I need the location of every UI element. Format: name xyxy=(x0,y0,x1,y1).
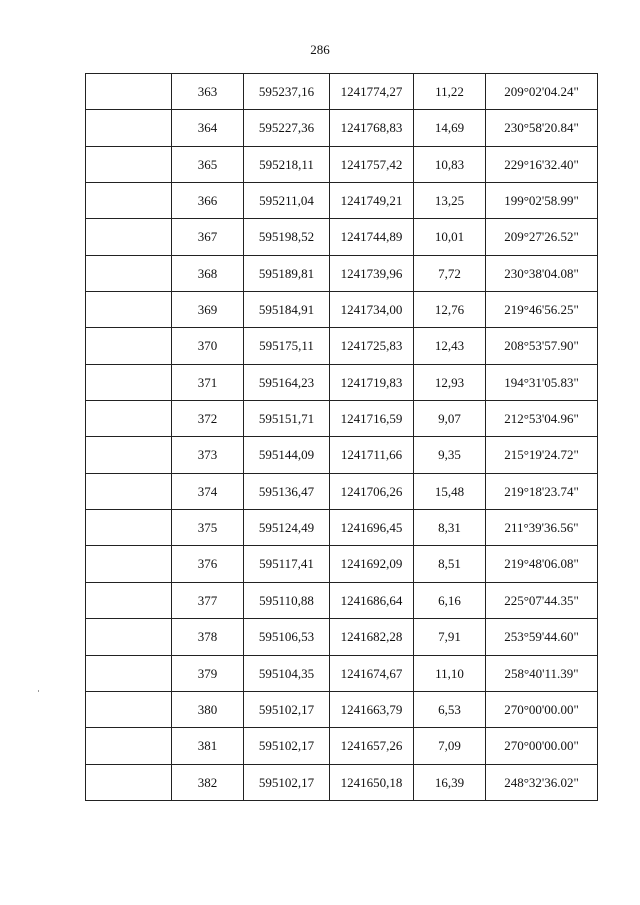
point-number-cell: 368 xyxy=(172,255,244,291)
blank-cell xyxy=(86,401,172,437)
point-number-cell: 374 xyxy=(172,473,244,509)
direction-angle-cell: 212°53'04.96" xyxy=(486,401,598,437)
x-coordinate-cell: 595106,53 xyxy=(244,619,330,655)
point-number-cell: 365 xyxy=(172,146,244,182)
table-row xyxy=(86,619,598,655)
x-coordinate-cell: 595102,17 xyxy=(244,728,330,764)
blank-cell xyxy=(86,510,172,546)
y-coordinate-cell: 1241716,59 xyxy=(330,401,414,437)
direction-angle-cell: 230°58'20.84" xyxy=(486,110,598,146)
direction-angle-cell: 219°18'23.74" xyxy=(486,473,598,509)
x-coordinate-cell: 595151,71 xyxy=(244,401,330,437)
distance-cell: 16,39 xyxy=(414,764,486,800)
distance-cell: 10,83 xyxy=(414,146,486,182)
table-row xyxy=(86,764,598,800)
point-number-cell: 378 xyxy=(172,619,244,655)
x-coordinate-cell: 595124,49 xyxy=(244,510,330,546)
distance-cell: 7,09 xyxy=(414,728,486,764)
y-coordinate-cell: 1241657,26 xyxy=(330,728,414,764)
distance-cell: 15,48 xyxy=(414,473,486,509)
point-number-cell: 373 xyxy=(172,437,244,473)
point-number-cell: 379 xyxy=(172,655,244,691)
point-number-cell: 364 xyxy=(172,110,244,146)
x-coordinate-cell: 595189,81 xyxy=(244,255,330,291)
blank-cell xyxy=(86,219,172,255)
point-number-cell: 377 xyxy=(172,582,244,618)
direction-angle-cell: 208°53'57.90" xyxy=(486,328,598,364)
y-coordinate-cell: 1241692,09 xyxy=(330,546,414,582)
blank-cell xyxy=(86,146,172,182)
x-coordinate-cell: 595110,88 xyxy=(244,582,330,618)
point-number-cell: 370 xyxy=(172,328,244,364)
x-coordinate-cell: 595164,23 xyxy=(244,364,330,400)
blank-cell xyxy=(86,364,172,400)
y-coordinate-cell: 1241734,00 xyxy=(330,292,414,328)
table-row xyxy=(86,655,598,691)
distance-cell: 10,01 xyxy=(414,219,486,255)
table-row xyxy=(86,401,598,437)
point-number-cell: 382 xyxy=(172,764,244,800)
blank-cell xyxy=(86,110,172,146)
y-coordinate-cell: 1241711,66 xyxy=(330,437,414,473)
x-coordinate-cell: 595136,47 xyxy=(244,473,330,509)
blank-cell xyxy=(86,655,172,691)
table-row xyxy=(86,546,598,582)
x-coordinate-cell: 595175,11 xyxy=(244,328,330,364)
distance-cell: 8,31 xyxy=(414,510,486,546)
direction-angle-cell: 270°00'00.00" xyxy=(486,728,598,764)
direction-angle-cell: 270°00'00.00" xyxy=(486,691,598,727)
point-number-cell: 376 xyxy=(172,546,244,582)
y-coordinate-cell: 1241757,42 xyxy=(330,146,414,182)
direction-angle-cell: 248°32'36.02" xyxy=(486,764,598,800)
blank-cell xyxy=(86,691,172,727)
y-coordinate-cell: 1241663,79 xyxy=(330,691,414,727)
x-coordinate-cell: 595237,16 xyxy=(244,74,330,110)
x-coordinate-cell: 595218,11 xyxy=(244,146,330,182)
table-row xyxy=(86,74,598,110)
point-number-cell: 375 xyxy=(172,510,244,546)
direction-angle-cell: 209°27'26.52" xyxy=(486,219,598,255)
y-coordinate-cell: 1241725,83 xyxy=(330,328,414,364)
blank-cell xyxy=(86,473,172,509)
point-number-cell: 363 xyxy=(172,74,244,110)
blank-cell xyxy=(86,619,172,655)
y-coordinate-cell: 1241696,45 xyxy=(330,510,414,546)
table-row xyxy=(86,183,598,219)
margin-speck xyxy=(38,690,39,692)
table-row xyxy=(86,146,598,182)
distance-cell: 8,51 xyxy=(414,546,486,582)
table-row xyxy=(86,691,598,727)
table-row xyxy=(86,219,598,255)
distance-cell: 7,91 xyxy=(414,619,486,655)
table-row xyxy=(86,510,598,546)
table-row xyxy=(86,364,598,400)
point-number-cell: 366 xyxy=(172,183,244,219)
distance-cell: 12,43 xyxy=(414,328,486,364)
x-coordinate-cell: 595211,04 xyxy=(244,183,330,219)
direction-angle-cell: 230°38'04.08" xyxy=(486,255,598,291)
table-row xyxy=(86,255,598,291)
blank-cell xyxy=(86,183,172,219)
distance-cell: 14,69 xyxy=(414,110,486,146)
y-coordinate-cell: 1241744,89 xyxy=(330,219,414,255)
x-coordinate-cell: 595104,35 xyxy=(244,655,330,691)
direction-angle-cell: 199°02'58.99" xyxy=(486,183,598,219)
blank-cell xyxy=(86,582,172,618)
distance-cell: 6,53 xyxy=(414,691,486,727)
direction-angle-cell: 219°46'56.25" xyxy=(486,292,598,328)
y-coordinate-cell: 1241774,27 xyxy=(330,74,414,110)
y-coordinate-cell: 1241674,67 xyxy=(330,655,414,691)
y-coordinate-cell: 1241749,21 xyxy=(330,183,414,219)
y-coordinate-cell: 1241768,83 xyxy=(330,110,414,146)
distance-cell: 12,93 xyxy=(414,364,486,400)
table-row xyxy=(86,437,598,473)
table-row xyxy=(86,328,598,364)
blank-cell xyxy=(86,546,172,582)
distance-cell: 9,35 xyxy=(414,437,486,473)
x-coordinate-cell: 595144,09 xyxy=(244,437,330,473)
page-number: 286 xyxy=(310,42,330,57)
x-coordinate-cell: 595227,36 xyxy=(244,110,330,146)
point-number-cell: 371 xyxy=(172,364,244,400)
distance-cell: 7,72 xyxy=(414,255,486,291)
y-coordinate-cell: 1241719,83 xyxy=(330,364,414,400)
blank-cell xyxy=(86,255,172,291)
direction-angle-cell: 209°02'04.24" xyxy=(486,74,598,110)
direction-angle-cell: 229°16'32.40" xyxy=(486,146,598,182)
point-number-cell: 372 xyxy=(172,401,244,437)
x-coordinate-cell: 595198,52 xyxy=(244,219,330,255)
x-coordinate-cell: 595102,17 xyxy=(244,764,330,800)
y-coordinate-cell: 1241739,96 xyxy=(330,255,414,291)
blank-cell xyxy=(86,728,172,764)
direction-angle-cell: 215°19'24.72" xyxy=(486,437,598,473)
table-row xyxy=(86,582,598,618)
blank-cell xyxy=(86,437,172,473)
direction-angle-cell: 211°39'36.56" xyxy=(486,510,598,546)
blank-cell xyxy=(86,74,172,110)
coordinates-table xyxy=(85,73,598,801)
direction-angle-cell: 225°07'44.35" xyxy=(486,582,598,618)
direction-angle-cell: 253°59'44.60" xyxy=(486,619,598,655)
distance-cell: 6,16 xyxy=(414,582,486,618)
distance-cell: 9,07 xyxy=(414,401,486,437)
point-number-cell: 380 xyxy=(172,691,244,727)
distance-cell: 11,22 xyxy=(414,74,486,110)
x-coordinate-cell: 595184,91 xyxy=(244,292,330,328)
point-number-cell: 381 xyxy=(172,728,244,764)
y-coordinate-cell: 1241650,18 xyxy=(330,764,414,800)
table-row xyxy=(86,292,598,328)
y-coordinate-cell: 1241686,64 xyxy=(330,582,414,618)
direction-angle-cell: 219°48'06.08" xyxy=(486,546,598,582)
direction-angle-cell: 194°31'05.83" xyxy=(486,364,598,400)
blank-cell xyxy=(86,292,172,328)
direction-angle-cell: 258°40'11.39" xyxy=(486,655,598,691)
coordinates-table-body xyxy=(86,74,598,801)
distance-cell: 12,76 xyxy=(414,292,486,328)
x-coordinate-cell: 595117,41 xyxy=(244,546,330,582)
table-row xyxy=(86,110,598,146)
point-number-cell: 367 xyxy=(172,219,244,255)
y-coordinate-cell: 1241706,26 xyxy=(330,473,414,509)
blank-cell xyxy=(86,764,172,800)
table-row xyxy=(86,473,598,509)
distance-cell: 13,25 xyxy=(414,183,486,219)
y-coordinate-cell: 1241682,28 xyxy=(330,619,414,655)
table-row xyxy=(86,728,598,764)
point-number-cell: 369 xyxy=(172,292,244,328)
blank-cell xyxy=(86,328,172,364)
x-coordinate-cell: 595102,17 xyxy=(244,691,330,727)
distance-cell: 11,10 xyxy=(414,655,486,691)
